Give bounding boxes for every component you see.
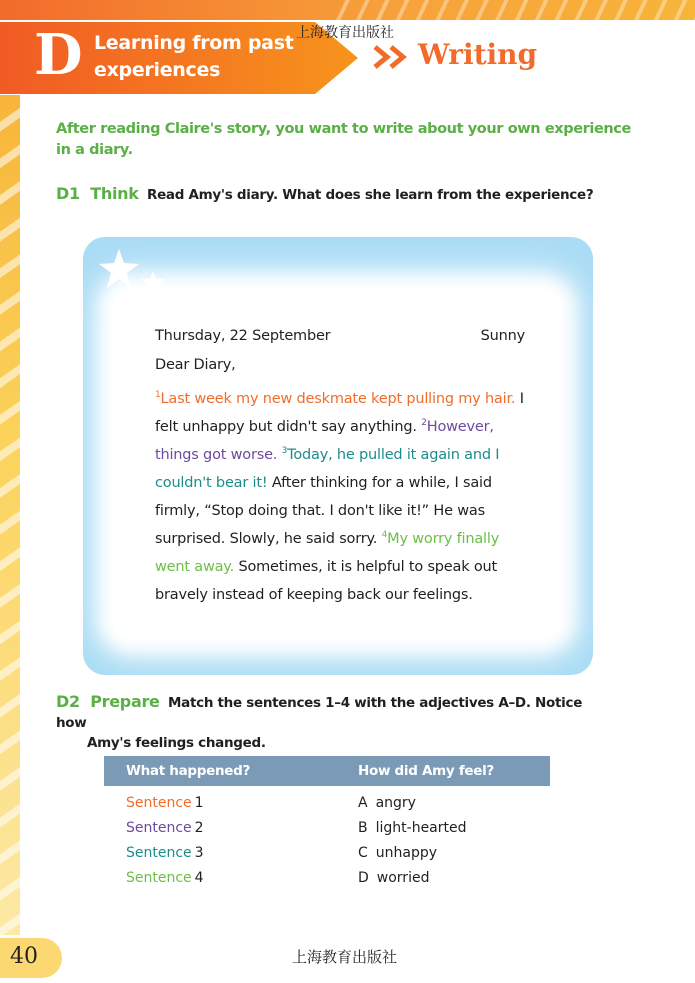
- table-row: [104, 866, 550, 891]
- option-letter: D: [358, 870, 369, 886]
- adjective-option: [358, 841, 437, 866]
- sentence-word: Sentence: [126, 845, 192, 861]
- sentence-word: Sentence: [126, 870, 192, 886]
- diary-date: Thursday, 22 September: [155, 328, 331, 344]
- option-adjective: light-hearted: [375, 820, 467, 836]
- diary-sentence-1: Last week my new deskmate kept pulling my hair.: [160, 391, 516, 407]
- task-code: D2: [56, 692, 80, 711]
- sentence-word: Sentence: [126, 795, 192, 811]
- task-instruction-line-2: Amy's feelings changed.: [87, 735, 266, 751]
- adjective-option: [358, 866, 429, 891]
- task-d2: [56, 692, 616, 753]
- side-decorative-stripe: [0, 95, 20, 935]
- option-adjective: angry: [375, 795, 416, 811]
- subsection-title: Writing: [418, 38, 538, 71]
- sentence-number-2: 2: [421, 418, 427, 428]
- section-title: Learning from past experiences: [94, 32, 294, 81]
- sentence-number: 3: [194, 845, 204, 861]
- option-letter: B: [358, 820, 368, 836]
- sentence-number: 2: [194, 820, 204, 836]
- page-number: 40: [10, 944, 38, 969]
- adjective-option: [358, 791, 416, 816]
- option-letter: A: [358, 795, 368, 811]
- column-header-how-feel: How did Amy feel?: [358, 763, 494, 779]
- diary-weather: Sunny: [480, 328, 525, 344]
- table-row: [104, 791, 550, 816]
- match-table-body: [104, 791, 550, 891]
- task-verb: Think: [90, 184, 139, 203]
- section-letter: D: [34, 22, 83, 88]
- diary-text-3: Sometimes, it is helpful to speak out bravely instead of keeping back our feelings.: [155, 559, 497, 603]
- task-code: D1: [56, 184, 80, 203]
- diary-sentence-3: Today, he pulled it again and I couldn't bear it!: [155, 447, 500, 491]
- sentence-number: 4: [194, 870, 204, 886]
- intro-text: After reading Claire's story, you want to write about your own experience in a diary.: [56, 121, 631, 158]
- diary-greeting: Dear Diary,: [155, 357, 236, 373]
- top-decorative-stripe: [0, 0, 695, 20]
- sentence-label: [126, 866, 204, 891]
- task-verb: Prepare: [90, 692, 160, 711]
- sentence-number-1: 1: [155, 390, 161, 400]
- option-adjective: unhappy: [375, 845, 438, 861]
- diary-header: [155, 323, 535, 349]
- sentence-label: [126, 816, 204, 841]
- diary-sentence-2: However, things got worse.: [155, 419, 494, 463]
- option-adjective: worried: [376, 870, 430, 886]
- publisher-watermark-top: 上海教育出版社: [296, 25, 394, 41]
- diary-sentence-4: My worry finally went away.: [155, 531, 500, 575]
- sentence-label: [126, 791, 204, 816]
- task-instruction-line-1: Match the sentences 1–4 with the adjectives A–D. Notice how: [56, 695, 583, 731]
- publisher-watermark-bottom: 上海教育出版社: [292, 948, 398, 966]
- sentence-number-4: 4: [381, 530, 388, 540]
- diary-entry: [155, 323, 535, 609]
- column-header-what-happened: What happened?: [126, 763, 251, 779]
- task-d1: [56, 184, 666, 205]
- sentence-word: Sentence: [126, 820, 192, 836]
- task-instruction: Read Amy's diary. What does she learn from the experience?: [146, 187, 594, 203]
- diary-text-1: I felt unhappy but didn't say anything.: [155, 391, 524, 435]
- match-table-header: [104, 756, 550, 786]
- double-chevron-icon: [373, 44, 413, 70]
- diary-text-2: After thinking for a while, I said firmly, “Stop doing that. I don't like it!” He was surprised. Slowly, he said sorry.: [155, 475, 492, 547]
- option-letter: C: [358, 845, 368, 861]
- table-row: [104, 841, 550, 866]
- sentence-label: [126, 841, 204, 866]
- diary-body: [155, 385, 527, 609]
- sentence-number: 1: [194, 795, 204, 811]
- sentence-number-3: 3: [281, 446, 288, 456]
- table-row: [104, 816, 550, 841]
- adjective-option: [358, 816, 467, 841]
